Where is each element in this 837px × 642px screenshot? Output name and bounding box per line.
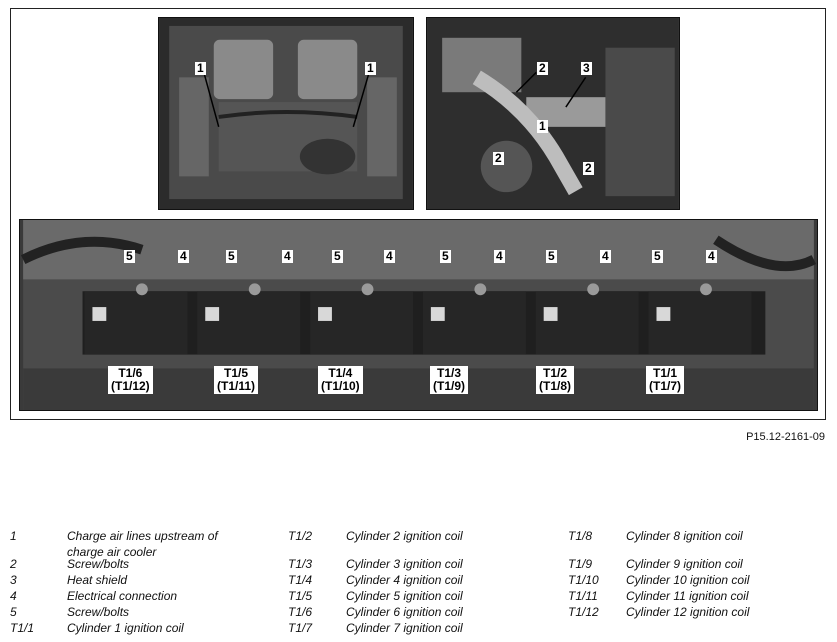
- coil-label-t1-5: [214, 366, 258, 394]
- callout-label: 1: [367, 61, 374, 75]
- callout-label: 4: [180, 249, 187, 263]
- callout-label: 5: [228, 249, 235, 263]
- callout-label: 5: [126, 249, 133, 263]
- coil-label-secondary: (T1/10): [321, 379, 360, 393]
- coil-label-primary: T1/6: [118, 366, 143, 380]
- legend-desc: Screw/bolts: [67, 557, 130, 571]
- legend-key: T1/1: [10, 621, 35, 635]
- coil-label-secondary: (T1/7): [649, 379, 682, 393]
- callout-label: 5: [548, 249, 555, 263]
- legend-key: T1/10: [568, 573, 599, 587]
- legend-desc: Cylinder 11 ignition coil: [626, 589, 749, 603]
- legend-desc: Cylinder 9 ignition coil: [626, 557, 743, 571]
- legend-desc: Heat shield: [67, 573, 128, 587]
- legend-desc: Cylinder 5 ignition coil: [346, 589, 463, 603]
- legend-key: T1/2: [288, 529, 313, 543]
- callout-label: 4: [284, 249, 291, 263]
- legend-key: 4: [10, 589, 17, 603]
- legend-key: 2: [10, 557, 17, 571]
- callout-label: 4: [708, 249, 715, 263]
- legend-desc: Screw/bolts: [67, 605, 130, 619]
- callout-label: 2: [539, 61, 546, 75]
- callout-label: 5: [334, 249, 341, 263]
- legend-desc: Cylinder 2 ignition coil: [346, 529, 463, 543]
- photo-engine-overview: [158, 17, 414, 210]
- coil-label-primary: T1/4: [328, 366, 353, 380]
- legend-key: T1/3: [288, 557, 313, 571]
- legend-desc: Cylinder 4 ignition coil: [346, 573, 463, 587]
- legend-desc: Cylinder 8 ignition coil: [626, 529, 743, 543]
- legend-key: T1/9: [568, 557, 593, 571]
- legend-key: T1/11: [568, 589, 598, 603]
- legend-desc: Electrical connection: [67, 589, 178, 603]
- callout-label: 3: [583, 61, 590, 75]
- legend-key: T1/8: [568, 529, 593, 543]
- coil-label-secondary: (T1/12): [111, 379, 150, 393]
- callout-label: 4: [386, 249, 393, 263]
- photo-ignition-coils: [19, 219, 818, 411]
- legend-key: 3: [10, 573, 17, 587]
- callout-label: 2: [495, 151, 502, 165]
- coil-label-primary: T1/2: [543, 366, 568, 380]
- legend-desc: Charge air lines upstream of charge air cooler: [67, 529, 218, 559]
- callout-label: 2: [585, 161, 592, 175]
- legend-desc: Cylinder 12 ignition coil: [626, 605, 750, 619]
- coil-label-secondary: (T1/9): [433, 379, 466, 393]
- coil-label-t1-1: [646, 366, 684, 394]
- coil-label-primary: T1/5: [224, 366, 249, 380]
- legend-key: T1/5: [288, 589, 313, 603]
- legend-desc: Cylinder 3 ignition coil: [346, 557, 463, 571]
- callout-label: 5: [654, 249, 661, 263]
- legend-desc: Cylinder 10 ignition coil: [626, 573, 750, 587]
- coil-label-t1-6: [108, 366, 153, 394]
- coil-label-primary: T1/1: [653, 366, 678, 380]
- coil-label-t1-2: [536, 366, 574, 394]
- legend-key: T1/7: [288, 621, 313, 635]
- legend-key: 5: [10, 605, 17, 619]
- legend-key: T1/12: [568, 605, 599, 619]
- figure-frame: [10, 8, 826, 420]
- coil-label-t1-3: [430, 366, 468, 394]
- coil-label-primary: T1/3: [437, 366, 462, 380]
- legend-desc: Cylinder 6 ignition coil: [346, 605, 463, 619]
- callout-label: 4: [496, 249, 503, 263]
- coil-label-secondary: (T1/11): [217, 379, 256, 393]
- callout-label: 1: [539, 119, 546, 133]
- legend-desc: Cylinder 1 ignition coil: [67, 621, 184, 635]
- callout-label: 5: [442, 249, 449, 263]
- legend-desc: Cylinder 7 ignition coil: [346, 621, 463, 635]
- charge-air-drawing: [427, 18, 679, 209]
- legend-key: T1/6: [288, 605, 313, 619]
- engine-overview-drawing: [159, 18, 413, 209]
- callout-label: 4: [602, 249, 609, 263]
- callout-label: 1: [197, 61, 204, 75]
- legend-key: 1: [10, 529, 17, 543]
- legend-key: T1/4: [288, 573, 313, 587]
- coil-label-secondary: (T1/8): [539, 379, 572, 393]
- figure-reference-code: P15.12-2161-09: [746, 431, 825, 443]
- coil-label-t1-4: [318, 366, 363, 394]
- photo-charge-air-lines: [426, 17, 680, 210]
